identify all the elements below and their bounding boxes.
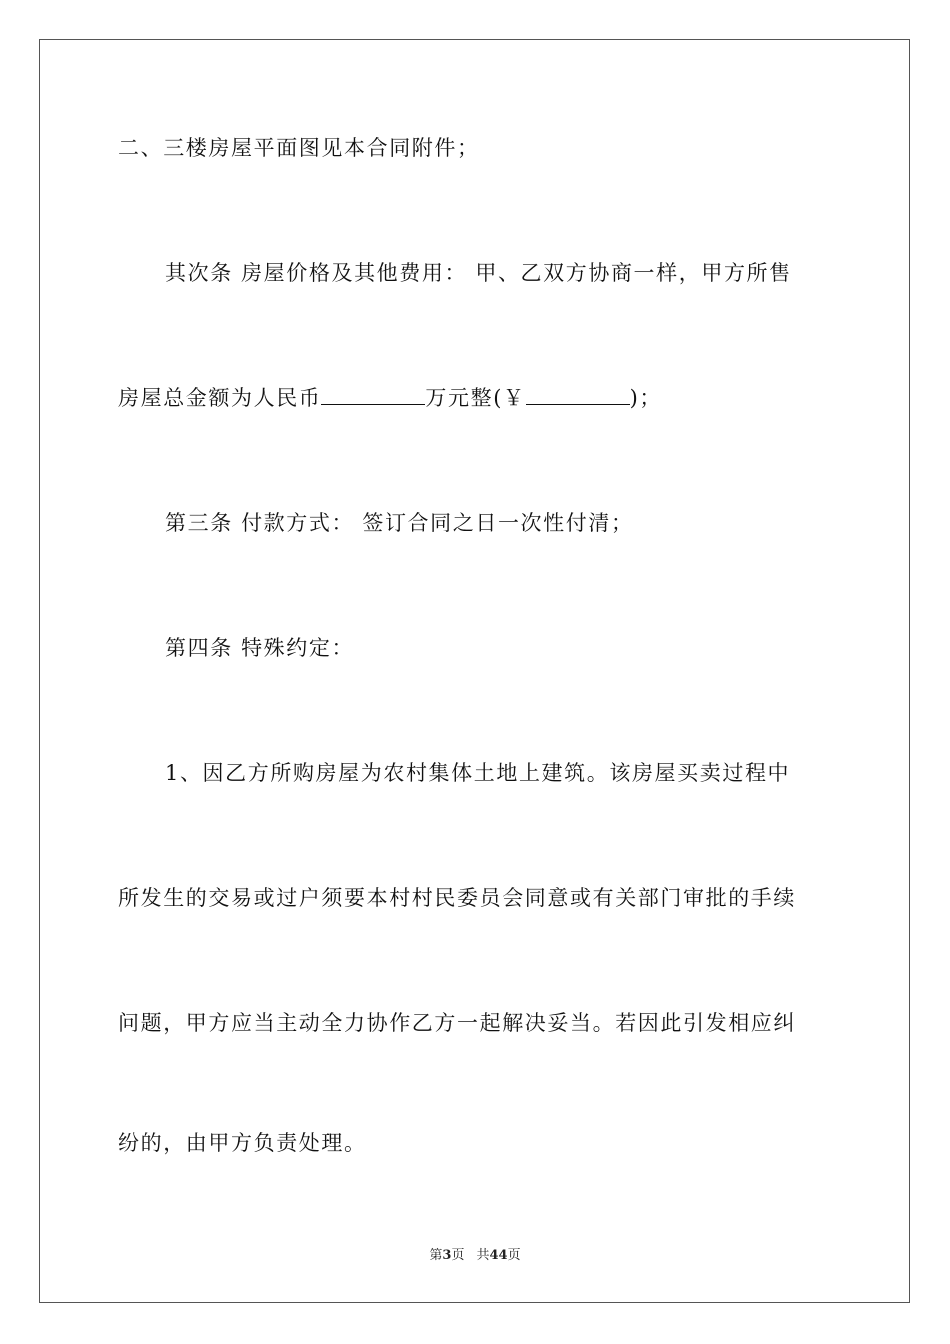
page-border <box>39 39 910 1303</box>
paragraph-clause-1-line-3: 问题，甲方应当主动全力协作乙方一起解决妥当。若因此引发相应纠 <box>118 1011 796 1035</box>
paragraph-clause-1-line-2: 所发生的交易或过户须要本村村民委员会同意或有关部门审批的手续 <box>118 886 796 910</box>
price-amount-blank <box>321 384 425 405</box>
footer-total-prefix: 共 <box>476 1248 490 1263</box>
price-text-end: )； <box>629 386 663 410</box>
page-footer <box>0 1247 950 1265</box>
footer-page-prefix: 第 <box>429 1248 443 1263</box>
footer-page-number: 3 <box>442 1248 452 1263</box>
paragraph-article-3-payment: 第三条 付款方式： 签订合同之日一次性付清； <box>165 511 634 535</box>
paragraph-article-4-heading: 第四条 特殊约定： <box>165 636 355 660</box>
paragraph-total-price <box>118 383 838 413</box>
footer-page-suffix: 页 <box>451 1248 465 1263</box>
paragraph-floor-plan-note: 二、三楼房屋平面图见本合同附件； <box>118 136 480 160</box>
paragraph-article-2-heading: 其次条 房屋价格及其他费用： 甲、乙双方协商一样，甲方所售 <box>165 261 792 285</box>
price-figure-blank <box>526 384 630 405</box>
footer-total-pages: 44 <box>489 1248 508 1263</box>
paragraph-clause-1-line-1: 1、因乙方所购房屋为农村集体土地上建筑。该房屋买卖过程中 <box>165 761 791 785</box>
footer-total-suffix: 页 <box>507 1248 521 1263</box>
price-text-start: 房屋总金额为人民币 <box>118 386 322 410</box>
paragraph-clause-1-line-4: 纷的，由甲方负责处理。 <box>118 1131 367 1155</box>
price-text-middle: 万元整(￥ <box>425 386 526 410</box>
